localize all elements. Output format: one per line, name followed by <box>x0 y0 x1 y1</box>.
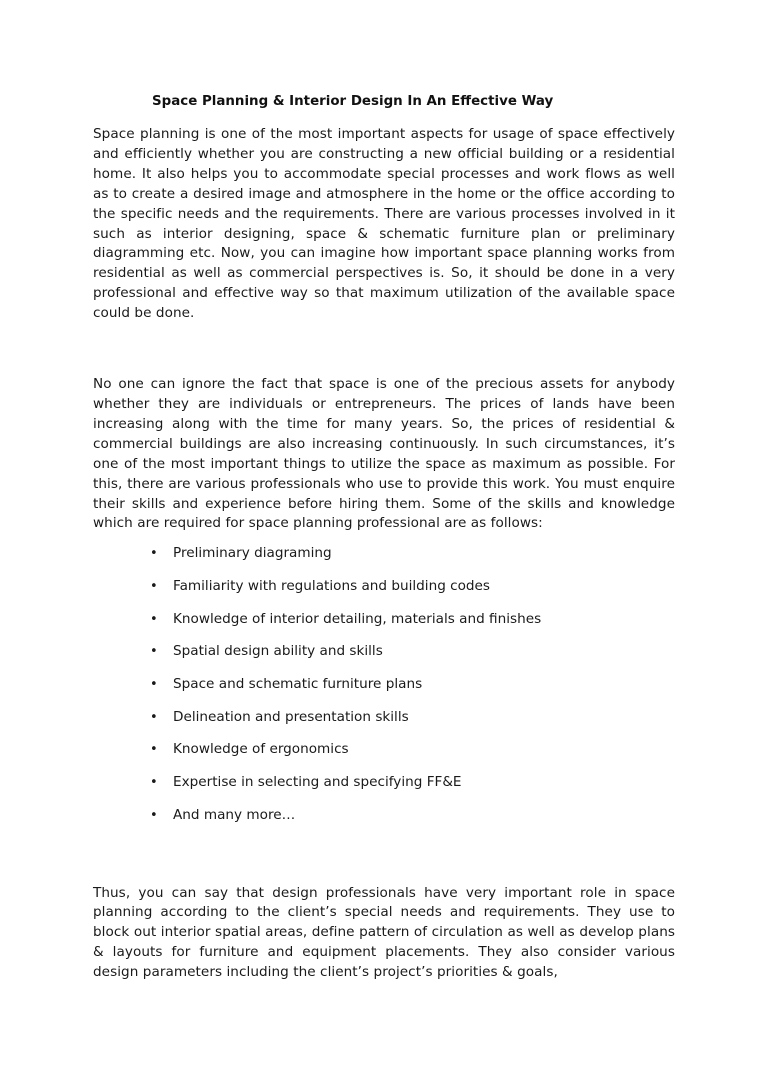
bullet-icon: • <box>150 644 158 660</box>
list-item <box>93 708 675 741</box>
paragraph-intro: Space planning is one of the most important aspects for usage of space effectively and efficiently whether you are constructing a new official building or a residential home. It also helps you to accommodate special processes and work flows as well as to create a desired image and atmosphere in the home or the office according to the specific needs and the requirements. There are various processes involved in it such as interior designing, space & schematic furniture plan or preliminary diagramming etc. Now, you can imagine how important space planning works from residential as well as commercial perspectives is. So, it should be done in a very professional and effective way so that maximum utilization of the available space could be done. <box>93 126 675 322</box>
bullet-icon: • <box>150 775 158 791</box>
list-item <box>93 773 675 806</box>
list-item-text: And many more… <box>173 806 296 823</box>
list-item <box>93 675 675 708</box>
bullet-icon: • <box>150 579 158 594</box>
skills-list <box>93 544 675 838</box>
list-item <box>93 577 675 610</box>
bullet-icon: • <box>150 611 158 627</box>
paragraph-skills-intro: No one can ignore the fact that space is one of the precious assets for anybody whether they are individuals or entrepreneurs. The prices of lands have been increasing along with the time for many years. So, the prices of residential & commercial buildings are also increasing continuously. In such circumstances, it’s one of the most important things to utilize the space as maximum as possible. For this, there are various professionals who use to provide this work. You must enquire their skills and experience before hiring them. Some of the skills and knowledge which are required for space planning professional are as follows: <box>93 376 675 532</box>
list-item-text: Knowledge of ergonomics <box>173 741 349 758</box>
document-title: Space Planning & Interior Design In An Effective Way <box>152 94 554 109</box>
list-item <box>93 740 675 773</box>
list-item-text: Expertise in selecting and specifying FF&E <box>173 774 462 791</box>
list-item-text: Delineation and presentation skills <box>173 708 409 725</box>
bullet-icon: • <box>150 546 158 562</box>
paragraph-conclusion: Thus, you can say that design professionals have very important role in space planning according to the client’s special needs and requirements. They use to block out interior spatial areas, define pattern of circulation as well as develop plans & layouts for furniture and equipment placements. They also consider various design parameters including the client’s project’s priorities & goals, <box>93 884 675 981</box>
list-item-text: Space and schematic furniture plans <box>173 676 423 693</box>
bullet-icon: • <box>150 807 158 823</box>
list-item <box>93 544 675 577</box>
list-item-text: Preliminary diagraming <box>173 545 332 562</box>
list-item <box>93 806 675 839</box>
list-item <box>93 642 675 675</box>
document-page <box>93 92 675 983</box>
list-item-text: Familiarity with regulations and building codes <box>173 578 491 594</box>
list-item-text: Knowledge of interior detailing, materials and finishes <box>173 610 542 627</box>
bullet-icon: • <box>150 709 158 725</box>
bullet-icon: • <box>150 677 158 693</box>
list-item-text: Spatial design ability and skills <box>173 643 383 660</box>
bullet-icon: • <box>150 742 158 758</box>
list-item <box>93 610 675 643</box>
